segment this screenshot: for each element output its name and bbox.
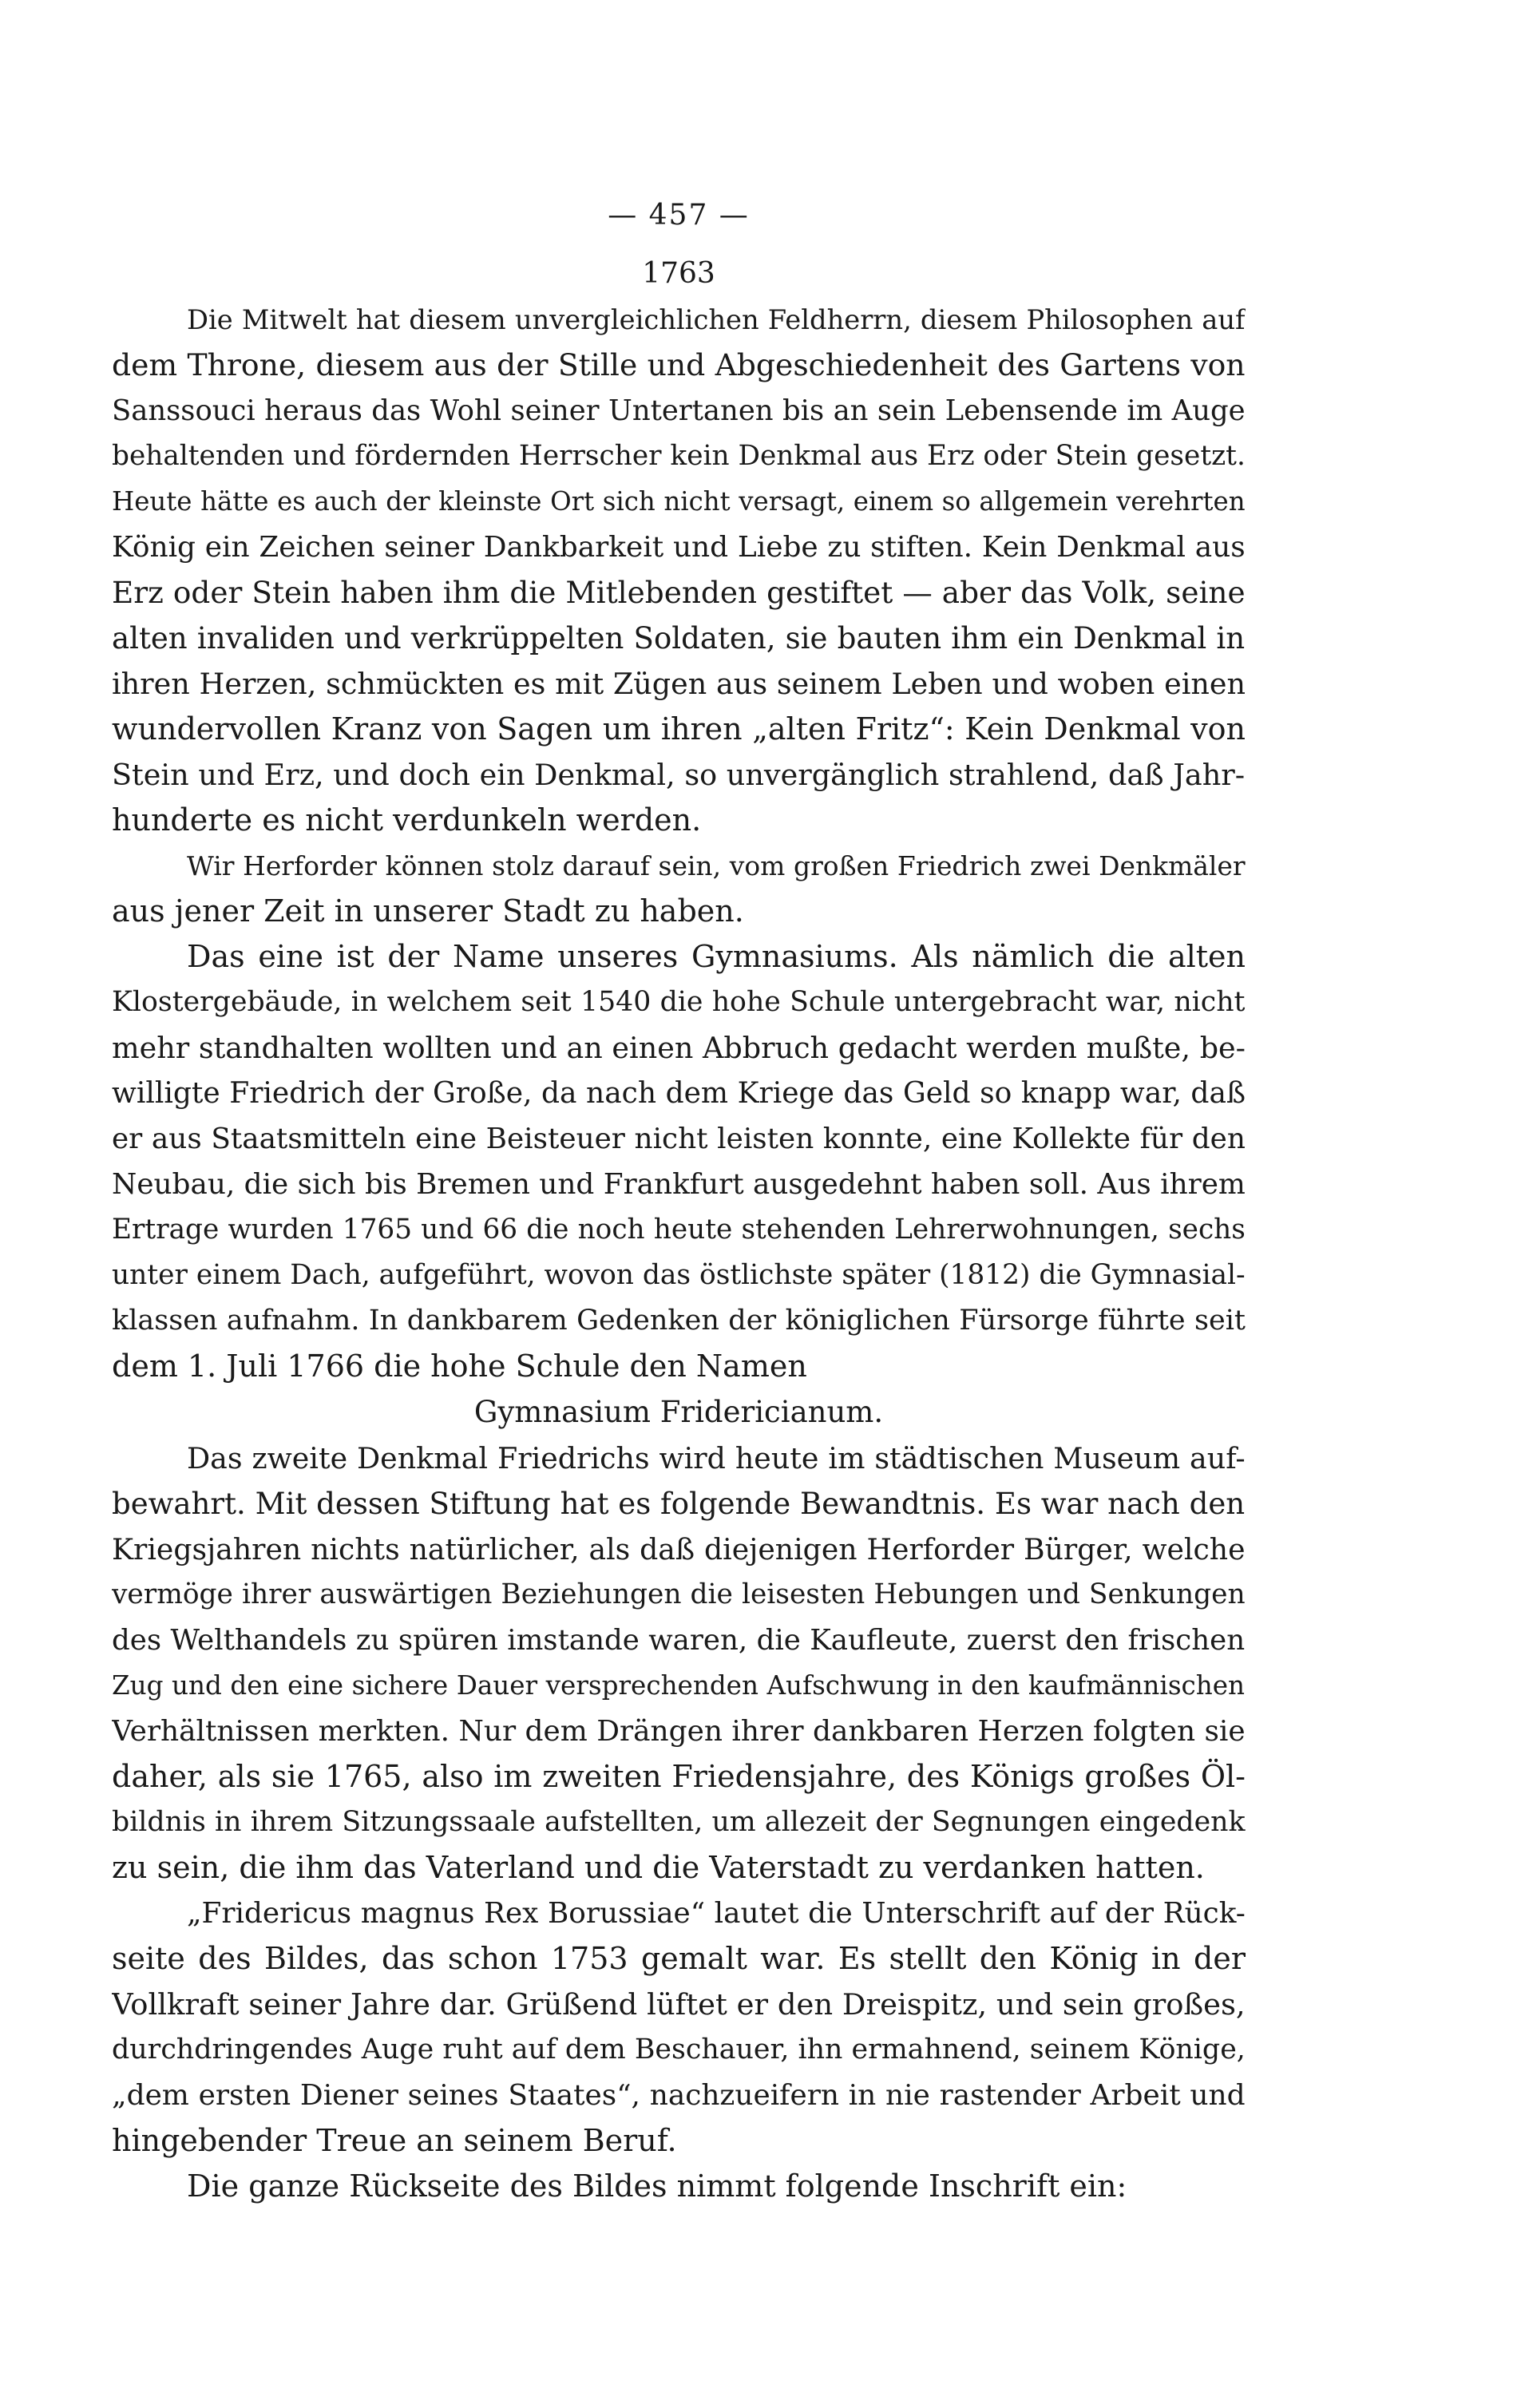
text-line: Neubau, die sich bis Bremen und Frankfurt ausgedehnt haben soll. Aus ihrem xyxy=(112,1168,1246,1201)
text-line: Verhältnissen merkten. Nur dem Drängen ihrer dankbaren Herzen folgten sie xyxy=(112,1715,1246,1748)
paragraph xyxy=(112,934,1246,1436)
text-line: daher, als sie 1765, also im zweiten Friedensjahre, des Königs großes Öl- xyxy=(112,1759,1246,1794)
text-line: hingebender Treue an seinem Beruf. xyxy=(112,2123,677,2158)
text-line: Das zweite Denkmal Friedrichs wird heute im städtischen Museum auf- xyxy=(187,1441,1246,1475)
body-text xyxy=(112,297,1246,2209)
paragraph xyxy=(112,2164,1246,2209)
text-line: „dem ersten Diener seines Staates“, nachzueifern in nie rastender Arbeit und xyxy=(112,2079,1246,2112)
text-line: Vollkraft seiner Jahre dar. Grüßend lüftet er den Dreispitz, und sein großes, xyxy=(112,1987,1246,2022)
text-line: bewahrt. Mit dessen Stiftung hat es folgende Bewandtnis. Es war nach den xyxy=(112,1487,1246,1521)
text-line: König ein Zeichen seiner Dankbarkeit und Liebe zu stiften. Kein Denkmal aus xyxy=(112,531,1246,564)
text-line: behaltenden und fördernden Herrscher kein Denkmal aus Erz oder Stein gesetzt. xyxy=(112,440,1246,472)
text-line: Heute hätte es auch der kleinste Ort sich nicht versagt, einem so allgemein verehrten xyxy=(112,486,1246,517)
text-line: Sanssouci heraus das Wohl seiner Untertanen bis an sein Lebensende im Auge xyxy=(112,394,1246,427)
text-line: dem Throne, diesem aus der Stille und Abgeschiedenheit des Gartens von xyxy=(112,347,1246,382)
text-line: Das eine ist der Name unseres Gymnasiums. Als nämlich die alten xyxy=(187,939,1246,974)
text-line: Stein und Erz, und doch ein Denkmal, so unvergänglich strahlend, daß Jahr- xyxy=(112,758,1246,792)
text-line: vermöge ihrer auswärtigen Beziehungen die leisesten Hebungen und Senkungen xyxy=(112,1578,1246,1610)
text-line: Erz oder Stein haben ihm die Mitlebenden gestiftet — aber das Volk, seine xyxy=(112,575,1246,610)
school-name-line: Gymnasium Fridericianum. xyxy=(473,1395,884,1429)
text-line: seite des Bildes, das schon 1753 gemalt war. Es stellt den König in der xyxy=(112,1941,1246,1976)
text-line: aus jener Zeit in unserer Stadt zu haben. xyxy=(112,893,744,929)
page-number: — 457 — xyxy=(608,199,750,232)
text-line: Zug und den eine sichere Dauer versprechenden Aufschwung in den kaufmännischen xyxy=(112,1670,1246,1701)
text-line: klassen aufnahm. In dankbarem Gedenken der königlichen Fürsorge führte seit xyxy=(112,1305,1246,1337)
text-line: bildnis in ihrem Sitzungssaale aufstellten, um allezeit der Segnungen eingedenk xyxy=(112,1806,1246,1838)
document-page xyxy=(112,192,1246,2209)
text-line: alten invaliden und verkrüppelten Soldaten, sie bauten ihm ein Denkmal in xyxy=(112,621,1246,655)
text-line: durchdringendes Auge ruht auf dem Beschauer, ihn ermahnend, seinem Könige, xyxy=(112,2034,1246,2065)
text-line: des Welthandels zu spüren imstande waren, die Kaufleute, zuerst den frischen xyxy=(112,1624,1246,1657)
text-line: hunderte es nicht verdunkeln werden. xyxy=(112,802,702,838)
text-line: Wir Herforder können stolz darauf sein, vom großen Friedrich zwei Denkmäler xyxy=(187,850,1246,881)
text-line: Ertrage wurden 1765 und 66 die noch heute stehenden Lehrerwohnungen, sechs xyxy=(112,1214,1246,1246)
text-line: er aus Staatsmitteln eine Beisteuer nicht leisten konnte, eine Kollekte für den xyxy=(112,1123,1246,1155)
year-heading: 1763 xyxy=(642,257,715,290)
text-line: wundervollen Kranz von Sagen um ihren „alten Fritz“: Kein Denkmal von xyxy=(112,711,1246,747)
text-line: dem 1. Juli 1766 die hohe Schule den Namen xyxy=(112,1349,807,1384)
text-line: „Fridericus magnus Rex Borussiae“ lautet die Unterschrift auf der Rück- xyxy=(187,1897,1246,1930)
text-line: Die ganze Rückseite des Bildes nimmt folgende Inschrift ein: xyxy=(187,2168,1127,2204)
text-line: Klostergebäude, in welchem seit 1540 die hohe Schule untergebracht war, nicht xyxy=(112,986,1246,1018)
text-line: willigte Friedrich der Große, da nach dem Kriege das Geld so knapp war, daß xyxy=(112,1077,1246,1110)
text-line: zu sein, die ihm das Vaterland und die Vaterstadt zu verdanken hatten. xyxy=(112,1850,1205,1885)
text-line: mehr standhalten wollten und an einen Abbruch gedacht werden mußte, be- xyxy=(112,1031,1246,1065)
paragraph xyxy=(112,1436,1246,1891)
paragraph xyxy=(112,843,1246,934)
paragraph xyxy=(112,297,1246,843)
text-line: Kriegsjahren nichts natürlicher, als daß diejenigen Herforder Bürger, welche xyxy=(112,1532,1246,1566)
text-line: ihren Herzen, schmückten es mit Zügen aus seinem Leben und woben einen xyxy=(112,667,1246,701)
paragraph xyxy=(112,1891,1246,2164)
text-line: unter einem Dach, aufgeführt, wovon das östlichste später (1812) die Gymnasial- xyxy=(112,1259,1246,1291)
text-line: Die Mitwelt hat diesem unvergleichlichen Feldherrn, diesem Philosophen auf xyxy=(187,304,1246,335)
